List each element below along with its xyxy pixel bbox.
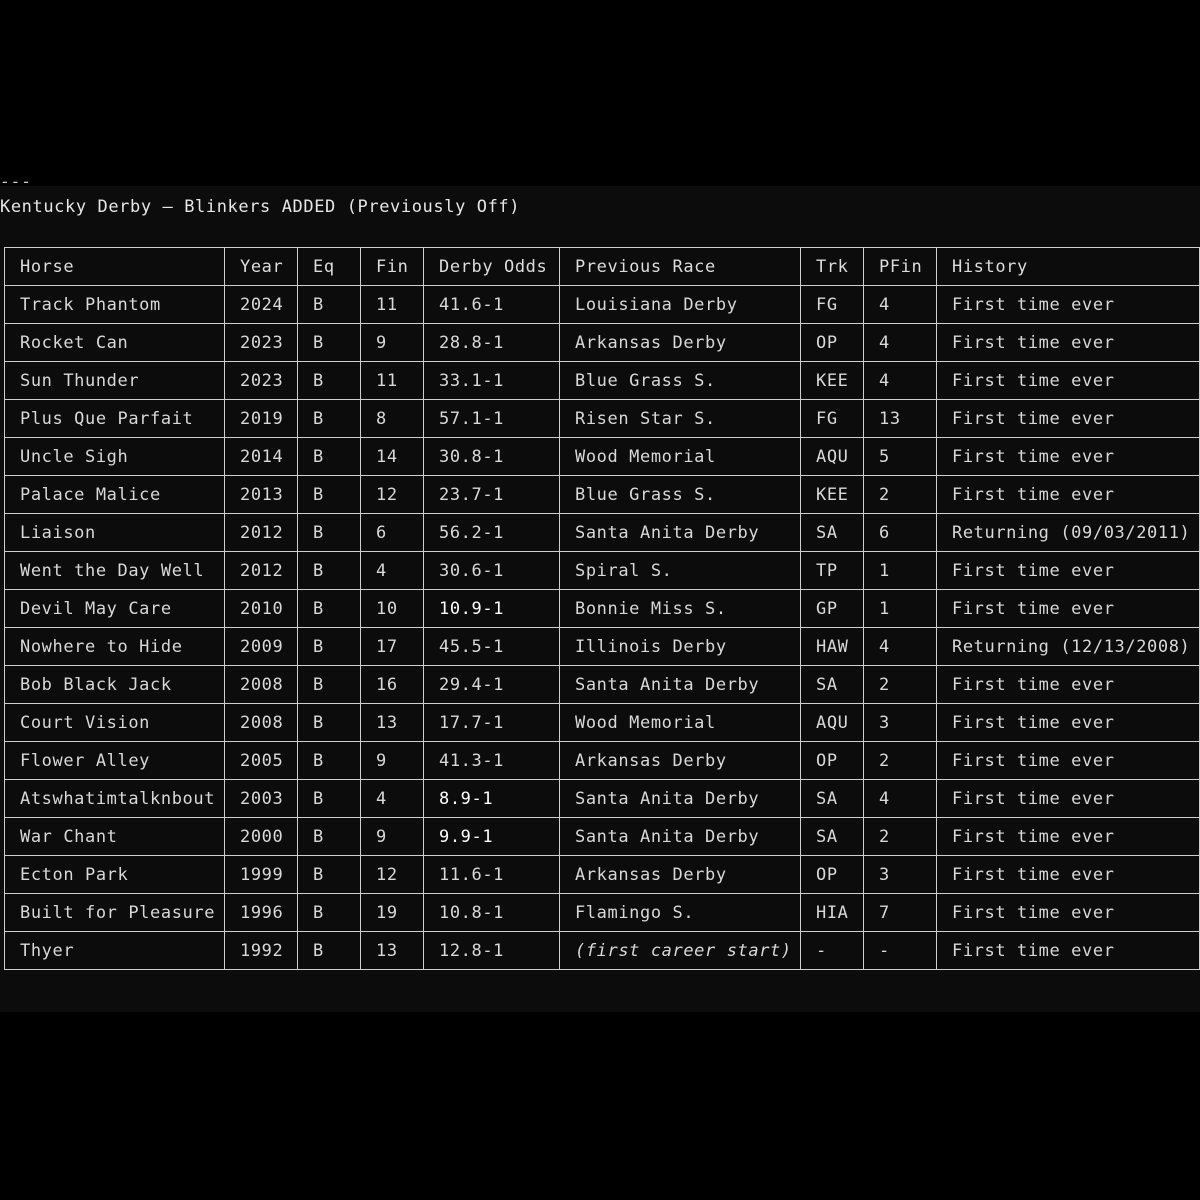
table-row — [5, 514, 1200, 552]
cell-year: 2023 — [225, 362, 298, 400]
cell-derby-odds: 12.8-1 — [424, 932, 560, 970]
table-row — [5, 590, 1200, 628]
cell-eq: B — [298, 362, 361, 400]
cell-fin: 10 — [361, 590, 424, 628]
cell-year: 1999 — [225, 856, 298, 894]
cell-derby-odds: 41.3-1 — [424, 742, 560, 780]
cell-horse: Track Phantom — [5, 286, 225, 324]
cell-fin: 12 — [361, 856, 424, 894]
table-row — [5, 628, 1200, 666]
cell-horse: Thyer — [5, 932, 225, 970]
cell-eq: B — [298, 438, 361, 476]
cell-eq: B — [298, 552, 361, 590]
markdown-separator: --- — [0, 172, 32, 191]
header-history: History — [937, 248, 1200, 286]
cell-history: Returning (12/13/2008) — [937, 628, 1200, 666]
table-body — [5, 286, 1200, 970]
header-year: Year — [225, 248, 298, 286]
cell-fin: 9 — [361, 818, 424, 856]
cell-previous-race: Wood Memorial — [560, 438, 801, 476]
cell-year: 1996 — [225, 894, 298, 932]
derby-blinkers-table — [4, 247, 1200, 970]
cell-eq: B — [298, 704, 361, 742]
cell-year: 2012 — [225, 514, 298, 552]
cell-derby-odds: 30.6-1 — [424, 552, 560, 590]
cell-year: 2014 — [225, 438, 298, 476]
cell-trk: KEE — [801, 362, 864, 400]
cell-derby-odds: 23.7-1 — [424, 476, 560, 514]
cell-trk: OP — [801, 742, 864, 780]
cell-previous-race: Santa Anita Derby — [560, 818, 801, 856]
cell-year: 1992 — [225, 932, 298, 970]
cell-horse: Nowhere to Hide — [5, 628, 225, 666]
cell-year: 2013 — [225, 476, 298, 514]
cell-fin: 17 — [361, 628, 424, 666]
table-row — [5, 476, 1200, 514]
cell-previous-race: Spiral S. — [560, 552, 801, 590]
cell-trk: FG — [801, 400, 864, 438]
cell-history: First time ever — [937, 438, 1200, 476]
cell-pfin: 4 — [864, 780, 937, 818]
cell-derby-odds: 29.4-1 — [424, 666, 560, 704]
cell-trk: TP — [801, 552, 864, 590]
cell-pfin: - — [864, 932, 937, 970]
cell-history: First time ever — [937, 704, 1200, 742]
header-horse: Horse — [5, 248, 225, 286]
cell-year: 2023 — [225, 324, 298, 362]
cell-trk: HAW — [801, 628, 864, 666]
cell-derby-odds: 45.5-1 — [424, 628, 560, 666]
cell-eq: B — [298, 286, 361, 324]
cell-eq: B — [298, 932, 361, 970]
cell-horse: Ecton Park — [5, 856, 225, 894]
table-row — [5, 856, 1200, 894]
cell-derby-odds: 10.9-1 — [424, 590, 560, 628]
cell-horse: Atswhatimtalknbout — [5, 780, 225, 818]
cell-previous-race: Flamingo S. — [560, 894, 801, 932]
cell-horse: War Chant — [5, 818, 225, 856]
cell-previous-race: Blue Grass S. — [560, 362, 801, 400]
cell-trk: KEE — [801, 476, 864, 514]
cell-year: 2008 — [225, 666, 298, 704]
cell-history: First time ever — [937, 818, 1200, 856]
cell-trk: GP — [801, 590, 864, 628]
cell-eq: B — [298, 514, 361, 552]
table-row — [5, 552, 1200, 590]
cell-pfin: 6 — [864, 514, 937, 552]
cell-fin: 13 — [361, 932, 424, 970]
cell-horse: Flower Alley — [5, 742, 225, 780]
cell-eq: B — [298, 780, 361, 818]
cell-history: Returning (09/03/2011) — [937, 514, 1200, 552]
cell-history: First time ever — [937, 362, 1200, 400]
cell-eq: B — [298, 400, 361, 438]
cell-trk: SA — [801, 780, 864, 818]
cell-fin: 6 — [361, 514, 424, 552]
cell-year: 2003 — [225, 780, 298, 818]
cell-pfin: 7 — [864, 894, 937, 932]
header-trk: Trk — [801, 248, 864, 286]
cell-pfin: 3 — [864, 704, 937, 742]
cell-eq: B — [298, 590, 361, 628]
table-row — [5, 704, 1200, 742]
cell-previous-race: Blue Grass S. — [560, 476, 801, 514]
cell-trk: FG — [801, 286, 864, 324]
cell-trk: SA — [801, 514, 864, 552]
table-row — [5, 894, 1200, 932]
table-header-row — [5, 248, 1200, 286]
cell-eq: B — [298, 742, 361, 780]
cell-year: 2005 — [225, 742, 298, 780]
cell-trk: - — [801, 932, 864, 970]
cell-derby-odds: 30.8-1 — [424, 438, 560, 476]
cell-horse: Uncle Sigh — [5, 438, 225, 476]
cell-previous-race: Louisiana Derby — [560, 286, 801, 324]
cell-derby-odds: 10.8-1 — [424, 894, 560, 932]
cell-horse: Built for Pleasure — [5, 894, 225, 932]
cell-fin: 13 — [361, 704, 424, 742]
cell-fin: 11 — [361, 286, 424, 324]
header-eq: Eq — [298, 248, 361, 286]
cell-pfin: 2 — [864, 476, 937, 514]
cell-previous-race: Risen Star S. — [560, 400, 801, 438]
cell-pfin: 1 — [864, 552, 937, 590]
cell-previous-race: Arkansas Derby — [560, 742, 801, 780]
cell-year: 2008 — [225, 704, 298, 742]
cell-horse: Palace Malice — [5, 476, 225, 514]
cell-horse: Bob Black Jack — [5, 666, 225, 704]
cell-history: First time ever — [937, 894, 1200, 932]
cell-fin: 9 — [361, 742, 424, 780]
cell-history: First time ever — [937, 742, 1200, 780]
cell-fin: 9 — [361, 324, 424, 362]
cell-derby-odds: 9.9-1 — [424, 818, 560, 856]
cell-fin: 4 — [361, 780, 424, 818]
table-row — [5, 362, 1200, 400]
table-row — [5, 932, 1200, 970]
cell-history: First time ever — [937, 552, 1200, 590]
cell-fin: 16 — [361, 666, 424, 704]
cell-horse: Sun Thunder — [5, 362, 225, 400]
cell-fin: 12 — [361, 476, 424, 514]
cell-fin: 8 — [361, 400, 424, 438]
table-row — [5, 286, 1200, 324]
cell-pfin: 1 — [864, 590, 937, 628]
cell-previous-race: (first career start) — [560, 932, 801, 970]
cell-previous-race: Santa Anita Derby — [560, 514, 801, 552]
cell-derby-odds: 57.1-1 — [424, 400, 560, 438]
cell-trk: OP — [801, 324, 864, 362]
cell-pfin: 5 — [864, 438, 937, 476]
cell-eq: B — [298, 476, 361, 514]
cell-previous-race: Arkansas Derby — [560, 324, 801, 362]
cell-trk: OP — [801, 856, 864, 894]
cell-history: First time ever — [937, 476, 1200, 514]
cell-eq: B — [298, 856, 361, 894]
cell-year: 2024 — [225, 286, 298, 324]
cell-derby-odds: 28.8-1 — [424, 324, 560, 362]
cell-derby-odds: 8.9-1 — [424, 780, 560, 818]
cell-horse: Liaison — [5, 514, 225, 552]
cell-fin: 14 — [361, 438, 424, 476]
cell-year: 2009 — [225, 628, 298, 666]
table-row — [5, 400, 1200, 438]
cell-derby-odds: 11.6-1 — [424, 856, 560, 894]
cell-derby-odds: 56.2-1 — [424, 514, 560, 552]
cell-pfin: 2 — [864, 742, 937, 780]
table-row — [5, 324, 1200, 362]
cell-eq: B — [298, 894, 361, 932]
table-row — [5, 818, 1200, 856]
cell-history: First time ever — [937, 286, 1200, 324]
header-derby-odds: Derby Odds — [424, 248, 560, 286]
cell-trk: SA — [801, 818, 864, 856]
cell-fin: 19 — [361, 894, 424, 932]
cell-pfin: 2 — [864, 666, 937, 704]
cell-previous-race: Santa Anita Derby — [560, 780, 801, 818]
cell-horse: Devil May Care — [5, 590, 225, 628]
cell-trk: SA — [801, 666, 864, 704]
table-row — [5, 438, 1200, 476]
cell-previous-race: Bonnie Miss S. — [560, 590, 801, 628]
cell-previous-race: Santa Anita Derby — [560, 666, 801, 704]
cell-fin: 11 — [361, 362, 424, 400]
cell-year: 2010 — [225, 590, 298, 628]
cell-trk: AQU — [801, 704, 864, 742]
header-previous-race: Previous Race — [560, 248, 801, 286]
cell-pfin: 2 — [864, 818, 937, 856]
cell-history: First time ever — [937, 856, 1200, 894]
cell-pfin: 4 — [864, 286, 937, 324]
cell-eq: B — [298, 324, 361, 362]
cell-horse: Rocket Can — [5, 324, 225, 362]
table-row — [5, 742, 1200, 780]
cell-history: First time ever — [937, 324, 1200, 362]
cell-pfin: 4 — [864, 362, 937, 400]
cell-derby-odds: 33.1-1 — [424, 362, 560, 400]
table-row — [5, 666, 1200, 704]
cell-eq: B — [298, 818, 361, 856]
cell-history: First time ever — [937, 780, 1200, 818]
cell-history: First time ever — [937, 666, 1200, 704]
cell-trk: HIA — [801, 894, 864, 932]
cell-horse: Court Vision — [5, 704, 225, 742]
header-pfin: PFin — [864, 248, 937, 286]
cell-eq: B — [298, 666, 361, 704]
cell-fin: 4 — [361, 552, 424, 590]
cell-history: First time ever — [937, 932, 1200, 970]
cell-pfin: 4 — [864, 324, 937, 362]
cell-previous-race: Illinois Derby — [560, 628, 801, 666]
header-fin: Fin — [361, 248, 424, 286]
cell-derby-odds: 41.6-1 — [424, 286, 560, 324]
cell-eq: B — [298, 628, 361, 666]
cell-pfin: 3 — [864, 856, 937, 894]
cell-year: 2012 — [225, 552, 298, 590]
cell-derby-odds: 17.7-1 — [424, 704, 560, 742]
table-heading: Kentucky Derby — Blinkers ADDED (Previously Off) — [0, 197, 521, 217]
cell-horse: Plus Que Parfait — [5, 400, 225, 438]
cell-history: First time ever — [937, 400, 1200, 438]
cell-year: 2019 — [225, 400, 298, 438]
cell-history: First time ever — [937, 590, 1200, 628]
cell-previous-race: Arkansas Derby — [560, 856, 801, 894]
cell-pfin: 13 — [864, 400, 937, 438]
cell-year: 2000 — [225, 818, 298, 856]
cell-previous-race: Wood Memorial — [560, 704, 801, 742]
table-row — [5, 780, 1200, 818]
cell-horse: Went the Day Well — [5, 552, 225, 590]
cell-pfin: 4 — [864, 628, 937, 666]
cell-trk: AQU — [801, 438, 864, 476]
